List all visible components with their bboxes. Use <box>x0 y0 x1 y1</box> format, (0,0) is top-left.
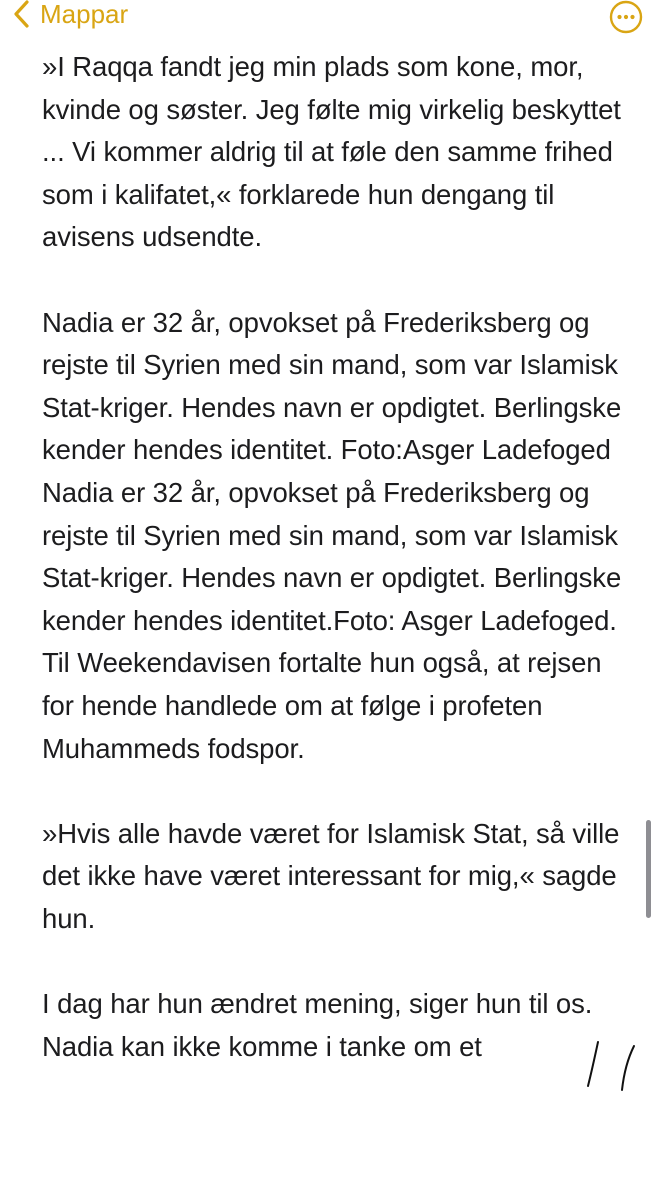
back-button-label: Mappar <box>40 0 129 29</box>
navigation-bar <box>0 0 657 36</box>
back-button[interactable] <box>12 0 128 32</box>
chevron-left-icon <box>12 0 32 29</box>
handwritten-marks <box>582 1038 646 1094</box>
note-paragraph: »I Raqqa fandt jeg min plads som kone, mor, kvinde og søster. Jeg følte mig virkelig beskyttet ... Vi kommer aldrig til at føle den samme frihed som i kalifatet,« forklarede hun dengang til avisens udsendte. <box>42 51 629 253</box>
note-paragraph: I dag har hun ændret mening, siger hun til os. Nadia kan ikke komme i tanke om et <box>42 988 600 1062</box>
scroll-indicator[interactable] <box>646 820 651 918</box>
note-paragraph: Nadia er 32 år, opvokset på Frederiksberg og rejste til Syrien med sin mand, som var Islamisk Stat-kriger. Hendes navn er opdigtet. Berlingske kender hendes identitet.Foto: Asger Ladefoged. <box>42 476 629 636</box>
note-paragraph: Til Weekendavisen fortalte hun også, at rejsen for hende handlede om at følge i profeten Muhammeds fodspor. <box>42 647 610 764</box>
ellipsis-circle-icon[interactable] <box>609 0 643 34</box>
note-paragraph: Nadia er 32 år, opvokset på Frederiksberg og rejste til Syrien med sin mand, som var Islamisk Stat-kriger. Hendes navn er opdigtet. Berlingske kender hendes identitet. Foto:Asger Ladefoged <box>42 306 629 466</box>
note-text-body[interactable] <box>42 46 632 1068</box>
note-paragraph: »Hvis alle havde været for Islamisk Stat, så ville det ikke have været interessant for mig,« sagde hun. <box>42 817 627 934</box>
